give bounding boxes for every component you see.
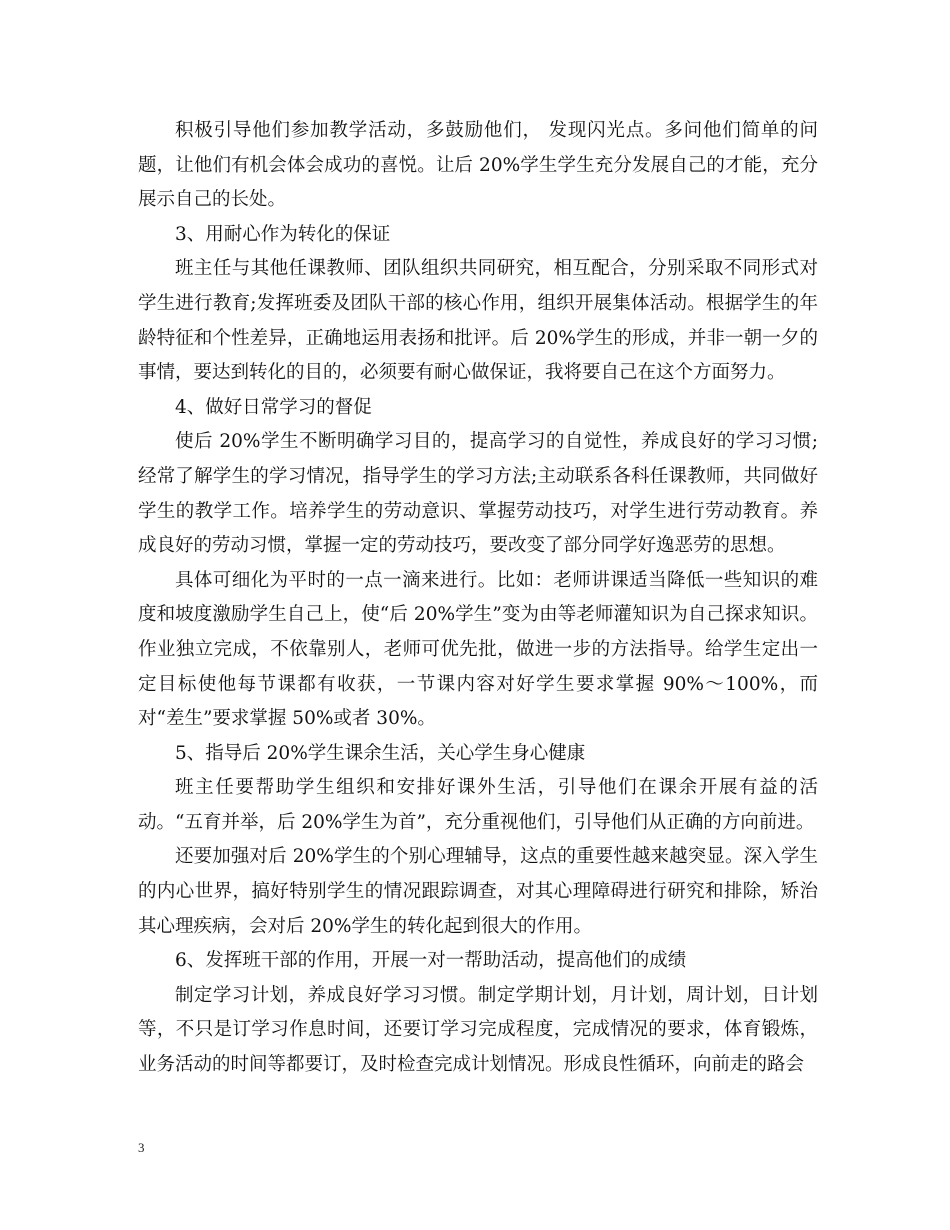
section-heading-3: 3、用耐心作为转化的保证 (175, 223, 391, 245)
section-heading-4: 4、做好日常学习的督促 (175, 396, 372, 418)
section-heading-5: 5、指导后 20%学生课余生活，关心学生身心健康 (175, 742, 586, 764)
page-number: 3 (138, 1140, 145, 1155)
paragraph: 还要加强对后 20%学生的个别心理辅导，这点的重要性越来越突显。深入学生的内心世界，搞好特别学生的情况跟踪调查，对其心理障碍进行研究和排除，矫治其心理疾病，会对后 20%学生的转化起到很大的作用。 (138, 846, 818, 937)
paragraph: 制定学习计划，养成良好学习习惯。制定学期计划，月计划，周计划，日计划等，不只是订学习作息时间，还要订学习完成程度，完成情况的要求，体育锻炼，业务活动的时间等都要订，及时检查完成计划情况。形成良性循环，向前走的路会 (138, 984, 818, 1076)
paragraph: 具体可细化为平时的一点一滴来进行。比如：老师讲课适当降低一些知识的难度和坡度激励学生自己上，使“后 20%学生”变为由等老师灌知识为自己探求知识。作业独立完成，不依靠别人，老师可优先批，做进一步的方法指导。给学生定出一定目标使他每节课都有收获，一节课内容对好学生要求掌握 90%～100%，而对“差生”要求掌握 50%或者 30%。 (138, 569, 818, 730)
paragraph: 班主任要帮助学生组织和安排好课外生活，引导他们在课余开展有益的活动。“五育并举，后 20%学生为首”，充分重视他们，引导他们从正确的方向前进。 (138, 777, 818, 833)
section-heading-6: 6、发挥班干部的作用，开展一对一帮助活动，提高他们的成绩 (175, 950, 687, 972)
paragraph: 班主任与其他任课教师、团队组织共同研究，相互配合，分别采取不同形式对学生进行教育;发挥班委及团队干部的核心作用，组织开展集体活动。根据学生的年龄特征和个性差异，正确地运用表扬和批评。后 20%学生的形成，并非一朝一夕的事情，要达到转化的目的，必须要有耐心做保证，我将要自己在这个方面努力。 (138, 258, 818, 384)
paragraph: 积极引导他们参加教学活动，多鼓励他们， 发现闪光点。多问他们简单的问题，让他们有机会体会成功的喜悦。让后 20%学生学生充分发展自己的才能，充分展示自己的长处。 (138, 120, 818, 211)
document-body (138, 114, 818, 1083)
paragraph: 使后 20%学生不断明确学习目的，提高学习的自觉性，养成良好的学习习惯;经常了解学生的学习情况，指导学生的学习方法;主动联系各科任课教师，共同做好学生的教学工作。培养学生的劳动意识、掌握劳动技巧，对学生进行劳动教育。养成良好的劳动习惯，掌握一定的劳动技巧，要改变了部分同学好逸恶劳的思想。 (138, 431, 818, 557)
